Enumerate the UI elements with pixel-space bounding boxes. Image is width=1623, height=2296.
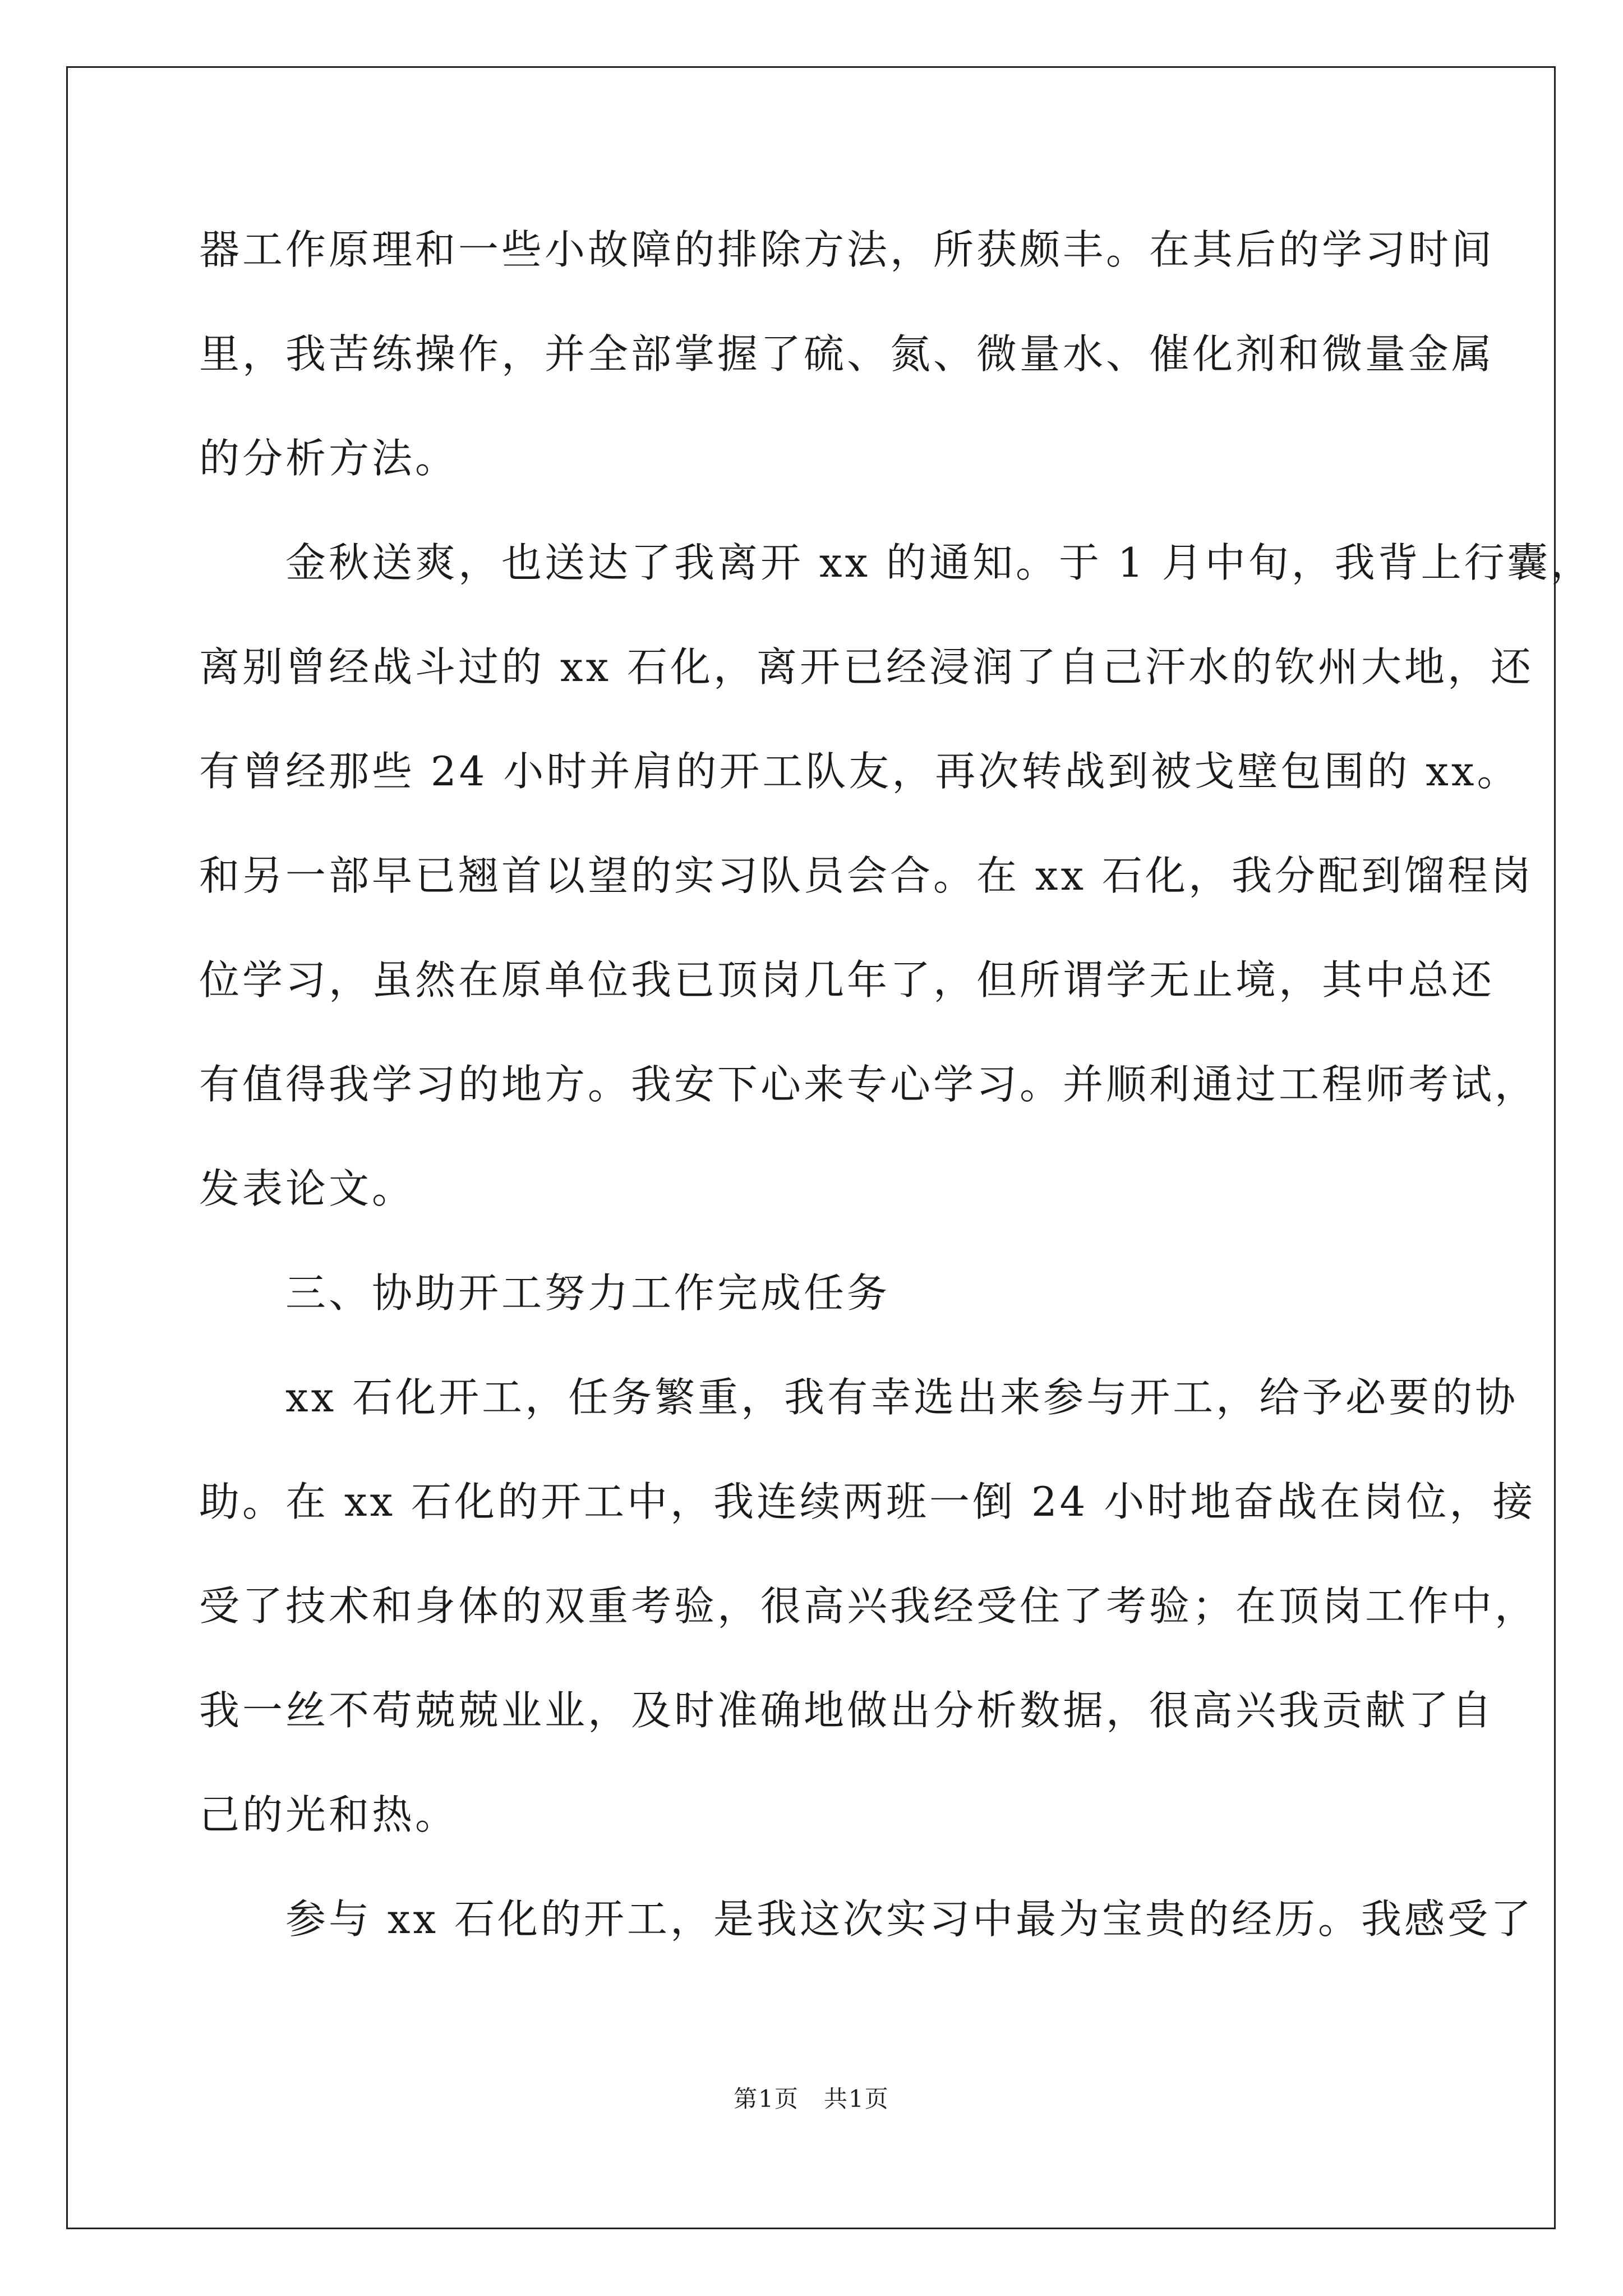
text-line: 参与 xx 石化的开工，是我这次实习中最为宝贵的经历。我感受了	[199, 1895, 1534, 1943]
text-line: 受了技术和身体的双重考验，很高兴我经受住了考验；在顶岗工作中，	[199, 1582, 1538, 1630]
text-line: 和另一部早已翘首以望的实习队员会合。在 xx 石化，我分配到馏程岗	[199, 852, 1534, 899]
text-line: 我一丝不苟兢兢业业，及时准确地做出分析数据，很高兴我贡献了自	[199, 1687, 1495, 1734]
text-line: 有值得我学习的地方。我安下心来专心学习。并顺利通过工程师考试，	[199, 1061, 1538, 1108]
text-line: 的分析方法。	[199, 435, 459, 482]
text-line: 金秋送爽，也送达了我离开 xx 的通知。于 1 月中旬，我背上行囊，	[199, 539, 1594, 586]
text-line: 己的光和热。	[199, 1791, 459, 1838]
text-line: 离别曾经战斗过的 xx 石化，离开已经浸润了自己汗水的钦州大地，还	[199, 643, 1534, 691]
text-line: 器工作原理和一些小故障的排除方法，所获颇丰。在其后的学习时间	[199, 226, 1495, 273]
text-line: xx 石化开工，任务繁重，我有幸选出来参与开工，给予必要的协	[199, 1374, 1519, 1421]
page-footer: 第1页 共1页	[734, 2085, 889, 2113]
text-line: 里，我苦练操作，并全部掌握了硫、氮、微量水、催化剂和微量金属	[199, 330, 1495, 378]
text-line: 助。在 xx 石化的开工中，我连续两班一倒 24 小时地奋战在岗位，接	[199, 1478, 1536, 1525]
text-line: 位学习，虽然在原单位我已顶岗几年了，但所谓学无止境，其中总还	[199, 956, 1495, 1004]
text-line: 有曾经那些 24 小时并肩的开工队友，再次转战到被戈壁包围的 xx。	[199, 748, 1520, 795]
text-line: 发表论文。	[199, 1165, 416, 1212]
section-heading: 三、协助开工努力工作完成任务	[199, 1269, 891, 1317]
